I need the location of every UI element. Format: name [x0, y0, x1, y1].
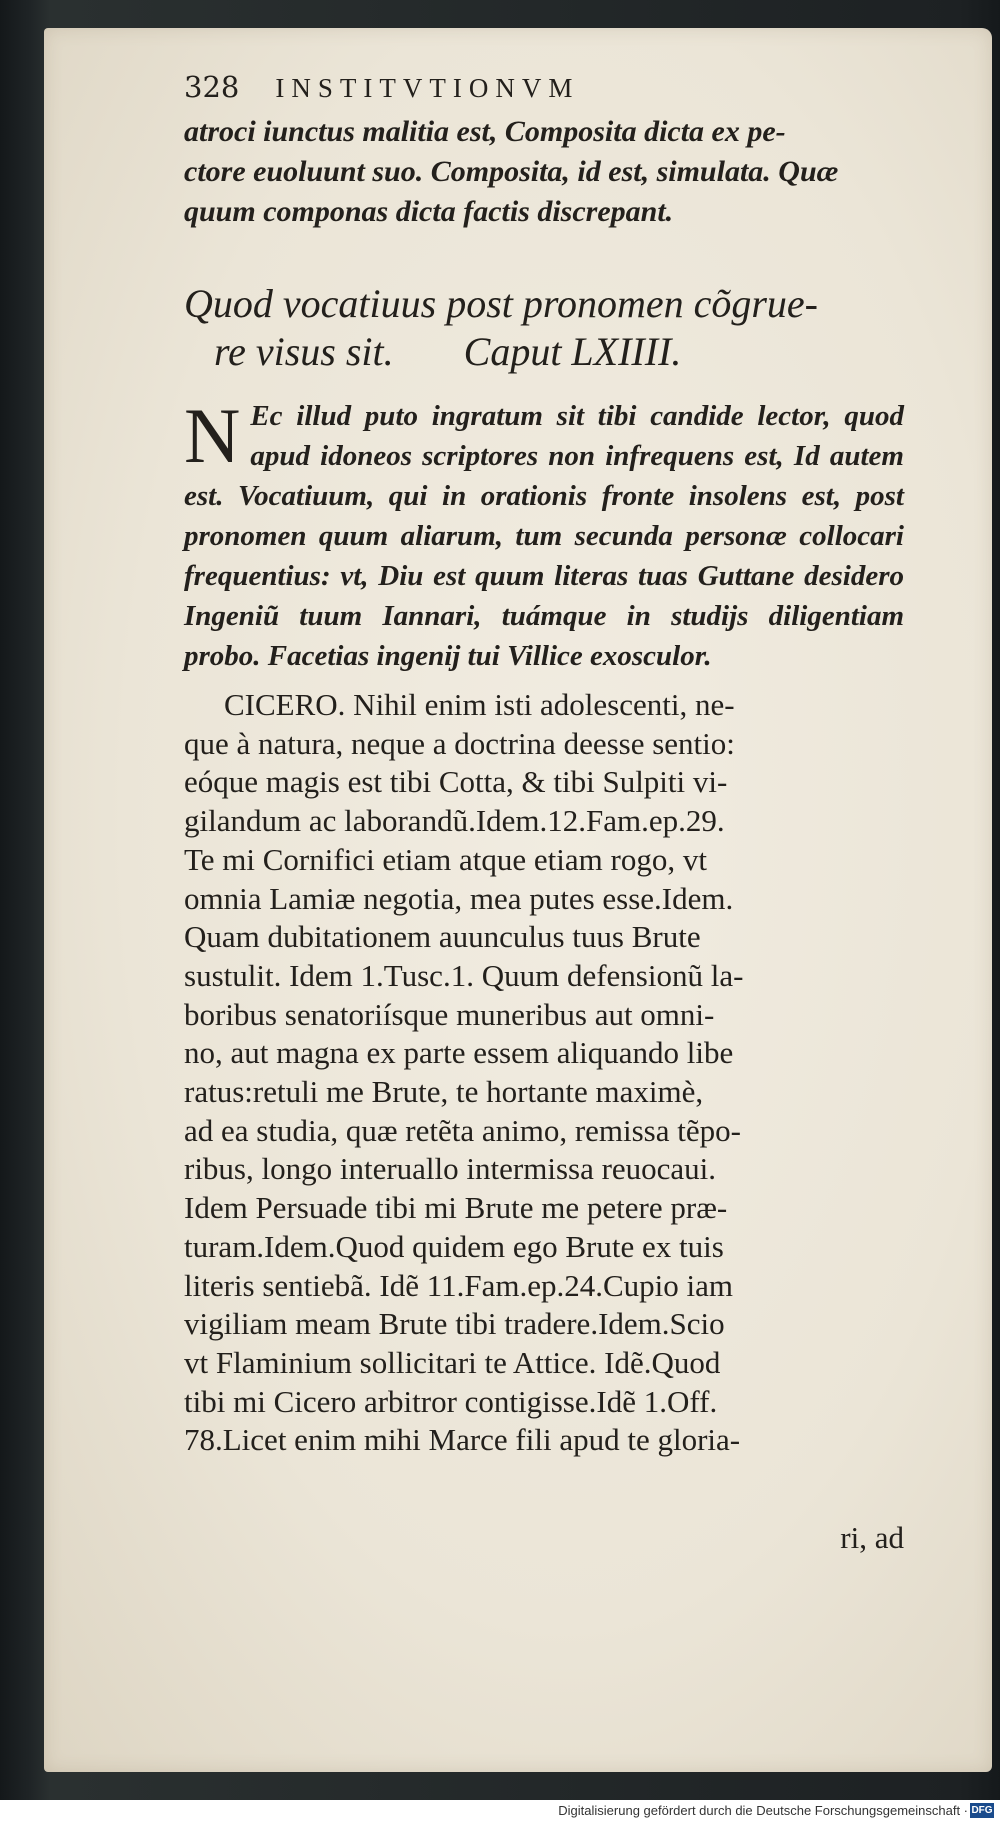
- running-title: INSTITVTIONVM: [275, 73, 580, 103]
- dfg-logo: DFG: [971, 1805, 993, 1816]
- page-text: [184, 70, 904, 1460]
- text-line: Te mi Cornifici etiam atque etiam rogo, vt: [184, 841, 707, 877]
- intro-line: ctore euoluunt suo. Composita, id est, simulata. Quæ: [184, 155, 839, 188]
- page-number: 328: [184, 70, 240, 104]
- text-line: CICERO. Nihil enim isti adolescenti, ne-: [224, 687, 735, 722]
- catchword: ri, ad: [840, 1520, 904, 1555]
- text-line: omnia Lamiæ negotia, mea putes esse.Idem.: [184, 880, 734, 916]
- roman-block: [184, 686, 904, 1460]
- chapter-title-line1: Quod vocatiuus post pronomen cõgrue-: [184, 281, 818, 326]
- text-line: ad ea studia, quæ retẽta animo, remissa tẽpo-: [184, 1112, 741, 1148]
- text-line: gilandum ac laborandũ.Idem.12.Fam.ep.29.: [184, 803, 725, 839]
- digitization-footer: [0, 1800, 1000, 1822]
- text-line: no, aut magna ex parte essem aliquando libe: [184, 1035, 734, 1071]
- text-line: que à natura, neque a doctrina deesse sentio:: [184, 725, 735, 761]
- intro-line: atroci iunctus malitia est, Composita dicta ex pe-: [184, 115, 786, 148]
- text-line: ribus, longo interuallo intermissa reuocaui.: [184, 1151, 717, 1187]
- text-line: ratus:retuli me Brute, te hortante maximè,: [184, 1074, 704, 1110]
- intro-line: quum componas dicta factis discrepant.: [184, 195, 674, 228]
- funding-credit: Digitalisierung gefördert durch die Deutsche Forschungsgemeinschaft ·: [558, 1803, 968, 1818]
- text-line: boribus senatoriísque muneribus aut omni-: [184, 996, 715, 1032]
- chapter-number: Caput LXIIII.: [463, 329, 682, 374]
- chapter-title-line2: re visus sit.: [214, 329, 394, 374]
- text-line: turam.Idem.Quod quidem ego Brute ex tuis: [184, 1228, 724, 1264]
- text-line: Quam dubitationem auunculus tuus Brute: [184, 919, 701, 955]
- text-line: literis sentiebã. Idẽ 11.Fam.ep.24.Cupio iam: [184, 1267, 733, 1303]
- italic-paragraph: [184, 392, 904, 676]
- italic-paragraph-text: Ec illud puto ingratum sit tibi candide lector, quod apud idoneos scriptores non infrequens est, Id autem est. Vocatiuum, qui in orationis fronte insolens est, post pronomen quum aliarum, tum secunda personæ collocari frequentius: vt, Diu est quum literas tuas Guttane desidero Ingeniũ tuum Iannari, tuámque in studijs diligentiam probo. Facetias ingenij tui Villice exosculor.: [184, 400, 904, 672]
- text-line: vt Flaminium sollicitari te Attice. Idẽ.Quod: [184, 1344, 721, 1380]
- text-line: Idem Persuade tibi mi Brute me petere præ-: [184, 1190, 728, 1226]
- text-line: 78.Licet enim mihi Marce fili apud te gloria-: [184, 1422, 741, 1458]
- text-line: sustulit. Idem 1.Tusc.1. Quum defensionũ la-: [184, 957, 744, 993]
- drop-cap: N: [184, 392, 241, 479]
- chapter-heading: [184, 280, 904, 376]
- intro-block: [184, 112, 904, 232]
- text-line: tibi mi Cicero arbitror contigisse.Idẽ 1.Off.: [184, 1383, 718, 1419]
- text-line: eóque magis est tibi Cotta, & tibi Sulpiti vi-: [184, 764, 728, 800]
- running-head: [184, 70, 904, 104]
- text-line: vigiliam meam Brute tibi tradere.Idem.Scio: [184, 1306, 725, 1342]
